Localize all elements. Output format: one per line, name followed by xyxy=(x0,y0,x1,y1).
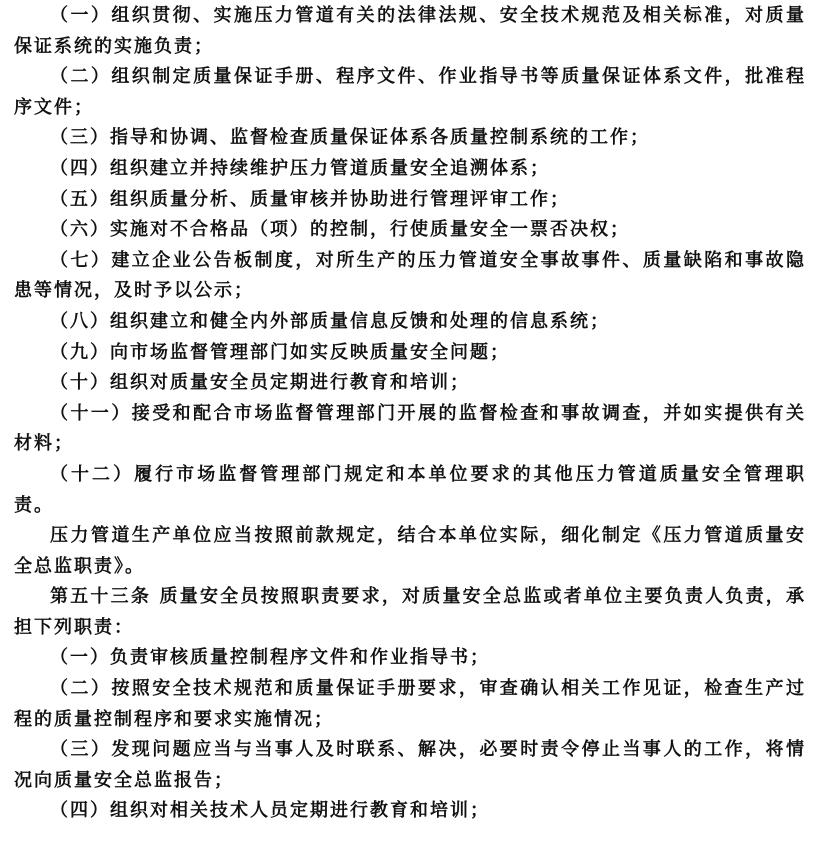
inspector-duty-3: （三）发现问题应当与当事人及时联系、解决，必要时责令停止当事人的工作，将情况向质量安全总监报告； xyxy=(14,739,806,791)
inspector-duty-4: （四）组织对相关技术人员定期进行教育和培训； xyxy=(50,800,490,822)
duty-item-7: （七）建立企业公告板制度，对所生产的压力管道安全事故事件、质量缺陷和事故隐患等情况，及时予以公示； xyxy=(14,249,806,302)
duty-item-4: （四）组织建立并持续维护压力管道质量安全追溯体系； xyxy=(50,157,550,179)
duty-item-1: （一）组织贯彻、实施压力管道有关的法律法规、安全技术规范及相关标准，对质量保证系统的实施负责； xyxy=(14,5,806,57)
duty-item-8: （八）组织建立和健全内外部质量信息反馈和处理的信息系统； xyxy=(50,310,610,332)
duty-item-12: （十二）履行市场监督管理部门规定和本单位要求的其他压力管道质量安全管理职责。 xyxy=(14,463,806,516)
duty-item-5: （五）组织质量分析、质量审核并协助进行管理评审工作； xyxy=(50,188,570,210)
duty-item-6: （六）实施对不合格品（项）的控制，行使质量安全一票否决权； xyxy=(50,219,630,241)
inspector-duty-2: （二）按照安全技术规范和质量保证手册要求，审查确认相关工作见证，检查生产过程的质量控制程序和要求实施情况； xyxy=(14,678,806,730)
closing-paragraph: 压力管道生产单位应当按照前款规定，结合本单位实际，细化制定《压力管道质量安全总监职责》。 xyxy=(14,525,806,577)
duty-item-3: （三）指导和协调、监督检查质量保证体系各质量控制系统的工作； xyxy=(50,127,650,149)
duty-item-10: （十）组织对质量安全员定期进行教育和培训； xyxy=(50,372,470,394)
article-53-heading: 第五十三条 质量安全员按照职责要求，对质量安全总监或者单位主要负责人负责，承担下列职责： xyxy=(14,586,806,638)
duty-item-11: （十一）接受和配合市场监督管理部门开展的监督检查和事故调查，并如实提供有关材料； xyxy=(14,402,806,455)
document-body xyxy=(14,0,806,827)
duty-item-9: （九）向市场监督管理部门如实反映质量安全问题； xyxy=(50,341,510,363)
inspector-duty-1: （一）负责审核质量控制程序文件和作业指导书； xyxy=(50,647,490,669)
duty-item-2: （二）组织制定质量保证手册、程序文件、作业指导书等质量保证体系文件，批准程序文件； xyxy=(14,66,806,118)
